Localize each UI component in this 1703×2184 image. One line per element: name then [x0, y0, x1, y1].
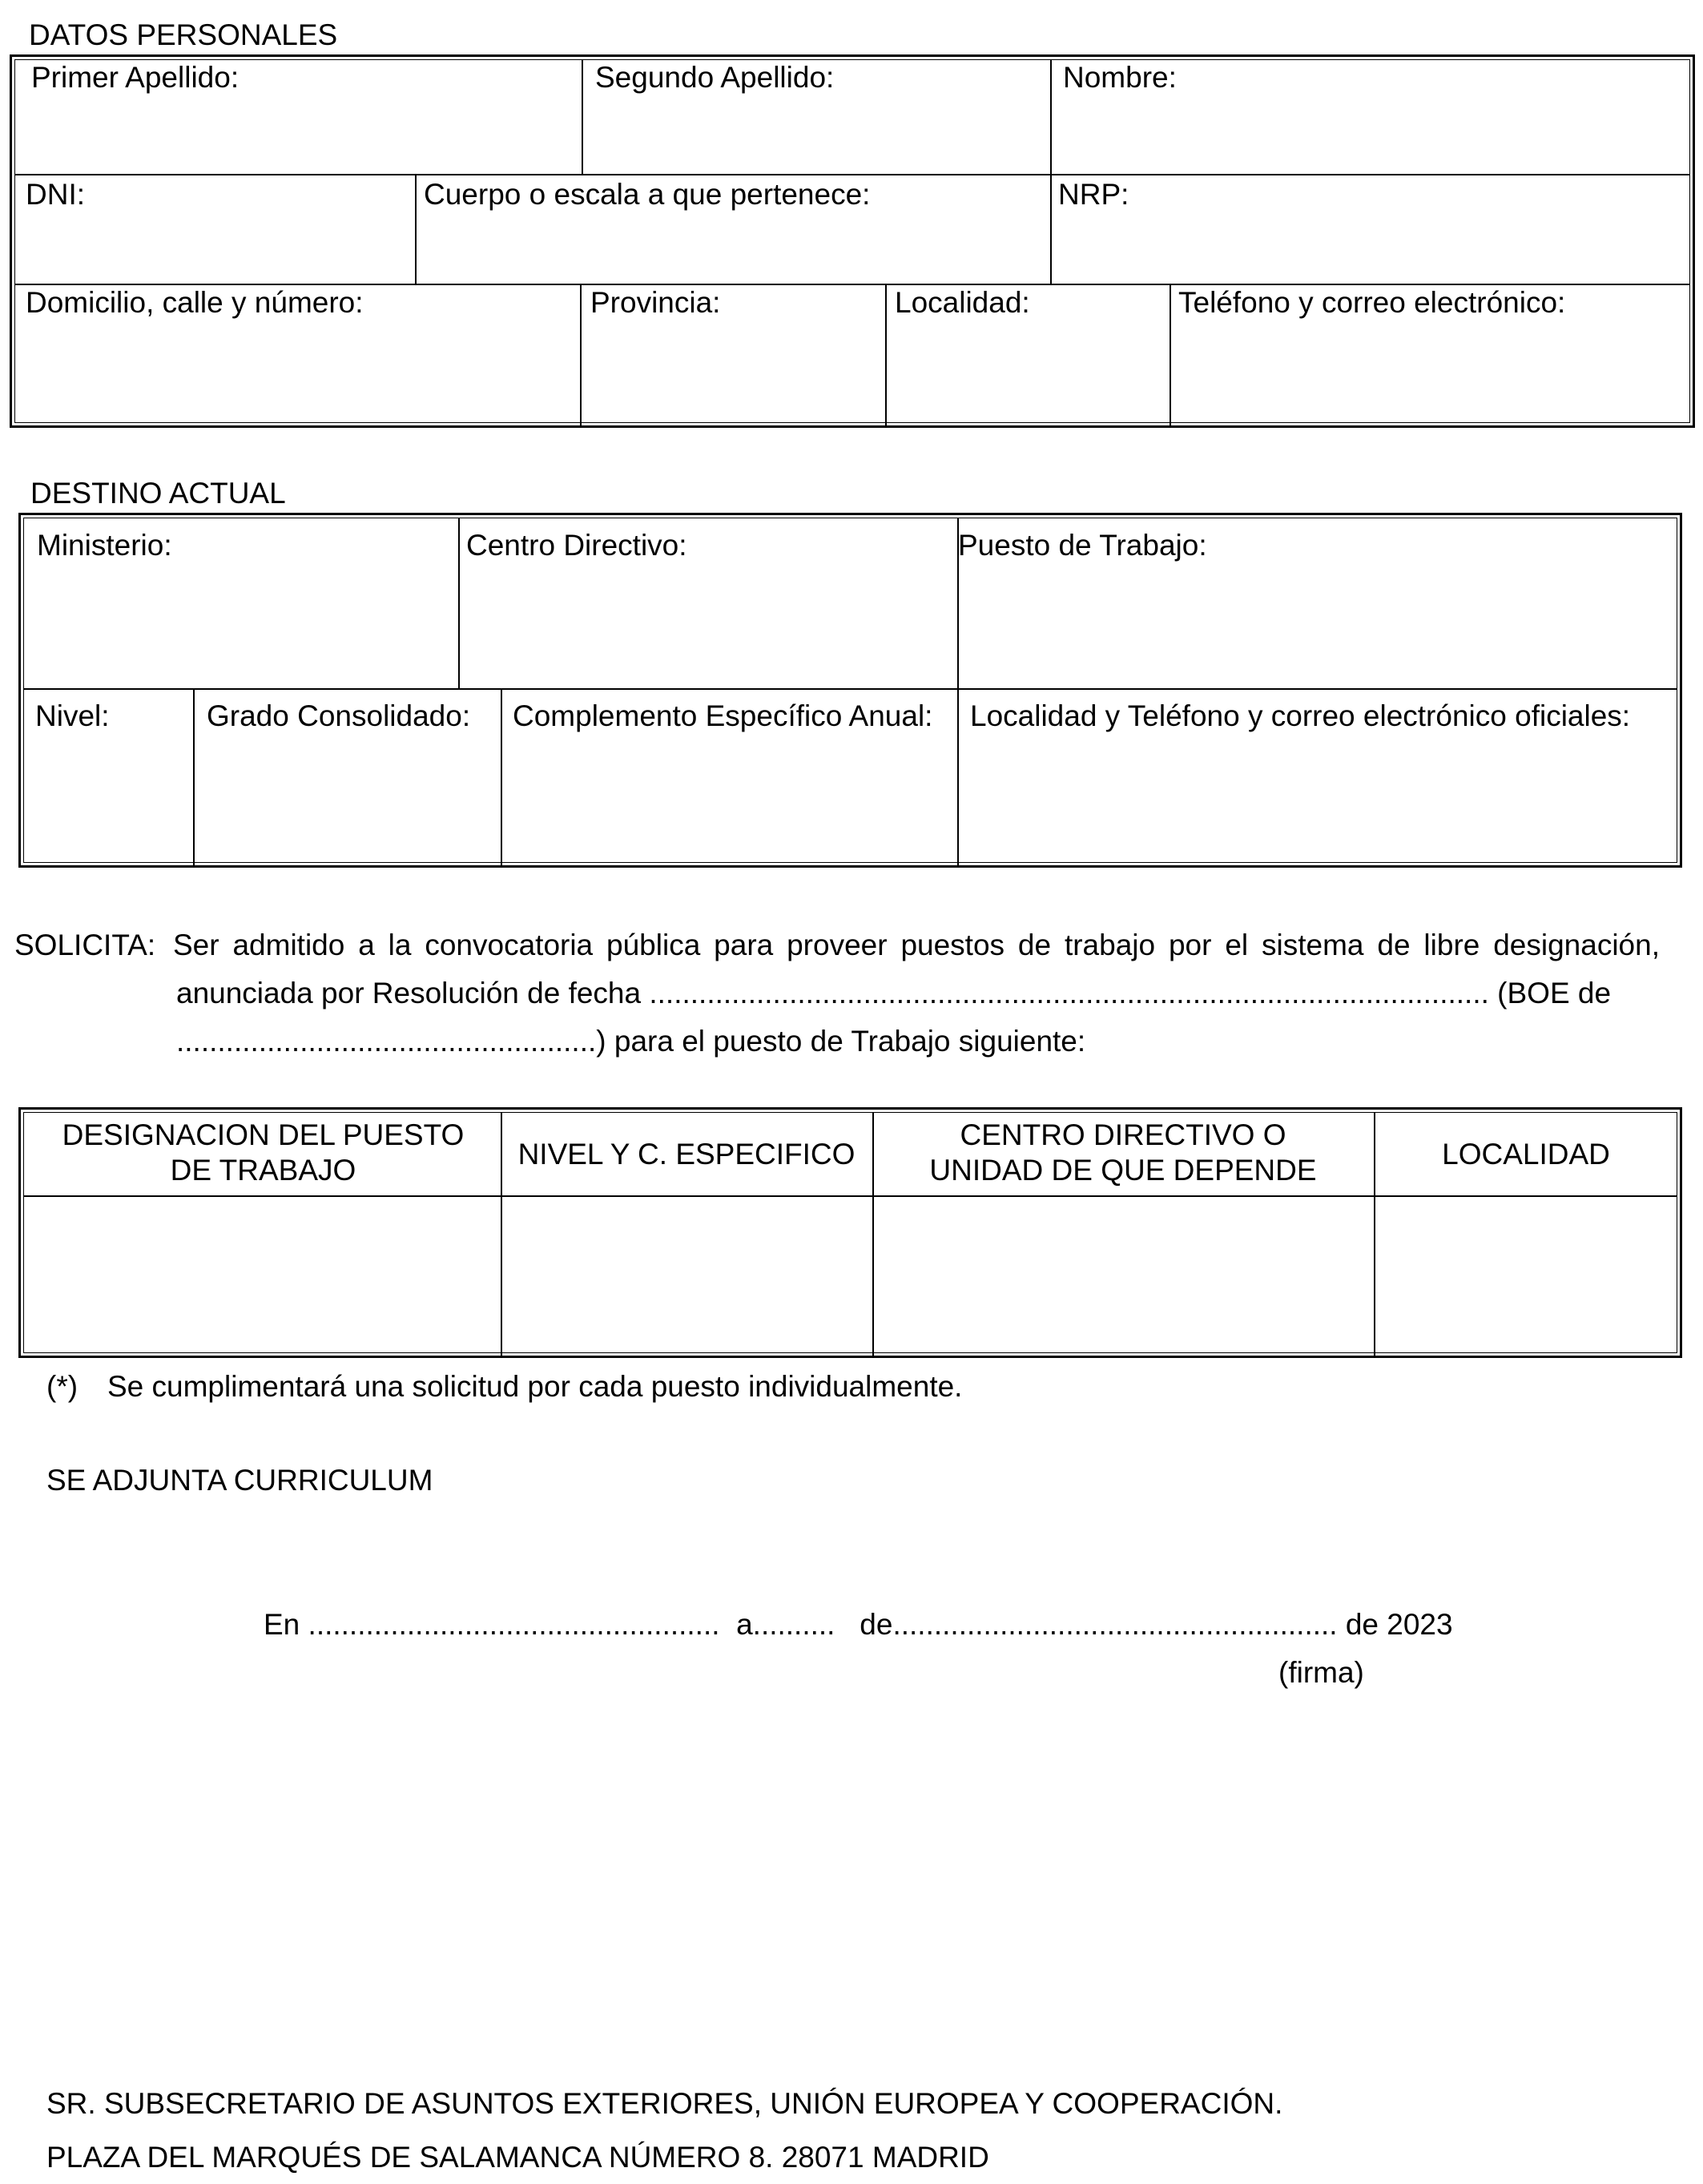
localidad-field[interactable]: Localidad:: [895, 286, 1030, 319]
solicita-line-3: ...................................................) para el puesto de Trabajo siguiente:: [176, 1025, 1086, 1058]
complemento-especifico-field[interactable]: Complemento Específico Anual:: [513, 699, 933, 732]
localidad-telefono-oficial-field[interactable]: Localidad y Teléfono y correo electrónico oficiales:: [970, 699, 1631, 732]
firma-label: (firma): [1278, 1656, 1364, 1689]
localidad-input[interactable]: [1375, 1198, 1677, 1355]
nrp-field[interactable]: NRP:: [1058, 178, 1129, 211]
nivel-especifico-input[interactable]: [502, 1198, 872, 1355]
destino-section-title: DESTINO ACTUAL: [30, 477, 286, 510]
designacion-input[interactable]: [26, 1198, 501, 1355]
centro-directivo-input[interactable]: [874, 1198, 1374, 1355]
header-centro-directivo: CENTRO DIRECTIVO O UNIDAD DE QUE DEPENDE: [929, 1118, 1317, 1187]
puesto-trabajo-field[interactable]: Puesto de Trabajo:: [958, 529, 1207, 562]
note-text: Se cumplimentará una solicitud por cada puesto individualmente.: [107, 1370, 963, 1403]
domicilio-field[interactable]: Domicilio, calle y número:: [26, 286, 364, 319]
personal-section-title: DATOS PERSONALES: [29, 18, 338, 51]
grado-consolidado-field[interactable]: Grado Consolidado:: [207, 699, 471, 732]
addressee-line-2: PLAZA DEL MARQUÉS DE SALAMANCA NÚMERO 8. 28071 MADRID: [46, 2141, 989, 2174]
header-nivel: NIVEL Y C. ESPECIFICO: [517, 1138, 856, 1171]
signature-place-date-line: En .................................................. a.......... de...................................................... de 2023: [264, 1608, 1453, 1641]
destino-actual-table: [18, 513, 1682, 868]
primer-apellido-field[interactable]: Primer Apellido:: [31, 61, 240, 94]
header-designacion: DESIGNACION DEL PUESTO DE TRABAJO: [62, 1118, 465, 1187]
cuerpo-escala-field[interactable]: Cuerpo o escala a que pertenece:: [424, 178, 871, 211]
provincia-field[interactable]: Provincia:: [590, 286, 721, 319]
nivel-field[interactable]: Nivel:: [35, 699, 110, 732]
header-localidad: LOCALIDAD: [1442, 1138, 1610, 1171]
solicita-line-1: Ser admitido a la convocatoria pública para proveer puestos de trabajo por el sistema de libre designación,: [173, 929, 1660, 961]
nombre-field[interactable]: Nombre:: [1063, 61, 1177, 94]
adjunta-curriculum: SE ADJUNTA CURRICULUM: [46, 1464, 433, 1497]
centro-directivo-field[interactable]: Centro Directivo:: [466, 529, 687, 562]
personal-data-table: [10, 54, 1695, 428]
segundo-apellido-field[interactable]: Segundo Apellido:: [595, 61, 835, 94]
telefono-correo-field[interactable]: Teléfono y correo electrónico:: [1178, 286, 1566, 319]
puesto-solicitado-table: [18, 1107, 1682, 1358]
dni-field[interactable]: DNI:: [26, 178, 85, 211]
solicita-line-2: anunciada por Resolución de fecha ...................................................................................................... (BOE de: [176, 977, 1612, 1009]
ministerio-field[interactable]: Ministerio:: [37, 529, 172, 562]
solicita-label: SOLICITA:: [14, 929, 156, 961]
note-marker: (*): [46, 1370, 79, 1403]
addressee-line-1: SR. SUBSECRETARIO DE ASUNTOS EXTERIORES, UNIÓN EUROPEA Y COOPERACIÓN.: [46, 2087, 1283, 2120]
